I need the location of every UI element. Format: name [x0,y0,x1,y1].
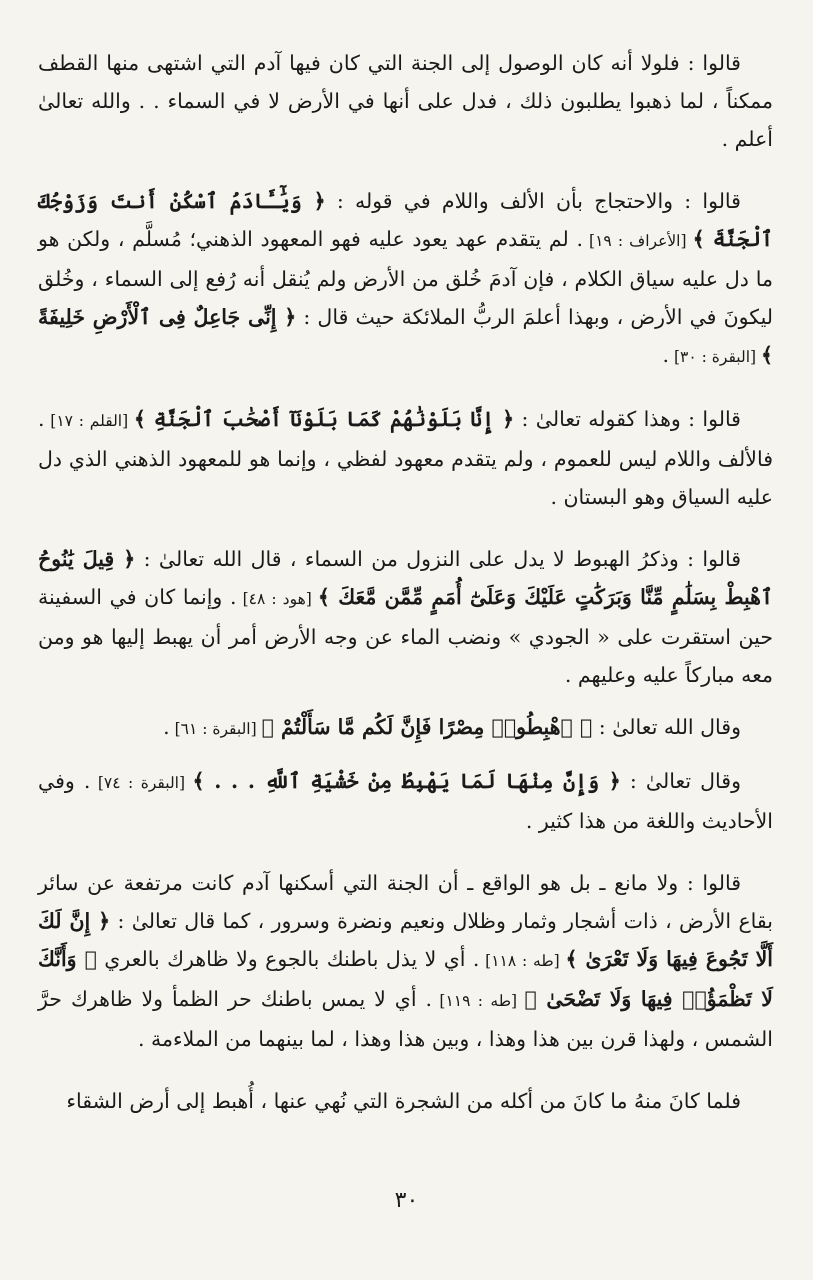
quran-verse: ﴿ قِيلَ يَٰنُوحُ ٱهْبِطْ بِسَلَٰمٍ مِّنَّا وَبَرَكَٰتٍ عَلَيْكَ وَعَلَىٰٓ أُمَمٍ مِّمَّن مَّعَكَ ﴾ [38,547,773,609]
verse-reference: [البقرة : ٣٠] [669,348,761,366]
paragraph-text: وقال تعالىٰ : [620,769,741,793]
paragraph-text: . فالألف واللام ليس للعموم ، ولم يتقدم معهود لفظي ، وإنما هو للمعهود الذهني الذي دل عليه السياق وهو البستان . [38,407,773,509]
paragraph-5 [38,708,773,748]
verse-reference: [هود : ٤٨] [236,590,318,608]
paragraph-7 [38,864,773,1058]
paragraph-3 [38,400,773,516]
paragraph-1 [38,44,773,158]
paragraph-4 [38,540,773,694]
quran-verse: ﴿ وَيَٰٓـَٔادَمُ ٱسْكُنْ أَنتَ وَزَوْجُكَ ٱلْجَنَّةَ ﴾ [38,189,773,251]
paragraph-text: . [163,715,170,739]
paragraph-text: . أي لا يمس باطنك حر الظمأ ولا ظاهرك حرَّ الشمس ، ولهذا قرن بين هذا وهذا ، وبين هذا وهذا ، لما بينهما من الملاءمة . [38,987,773,1051]
paragraph-text: قالوا : فلولا أنه كان الوصول إلى الجنة التي كان فيها آدم التي اشتهى منها القطف ممكناً ، لما ذهبوا يطلبون ذلك ، فدل على أنها في الأرض لا في السماء . . والله تعالىٰ أعلم . [38,51,773,151]
paragraph-2 [38,182,773,376]
verse-reference: [طه : ١١٨] [479,952,566,970]
quran-verse: ﴿ إِنَّا بَلَوْنَٰهُمْ كَمَا بَلَوْنَآ أَصْحَٰبَ ٱلْجَنَّةِ ﴾ [133,407,515,431]
paragraph-text: قالوا : والاحتجاج بأن الألف واللام في قوله : [325,189,741,213]
paragraph-text: . وإنما كان في السفينة حين استقرت على « الجودي » ونضب الماء عن وجه الأرض أمر أن يهبط إليها هو ومن معه مباركاً عليه وعليهم . [38,585,773,687]
paragraph-8 [38,1082,773,1120]
quran-verse: ﴿ إِنِّى جَاعِلٌ فِى ٱلْأَرْضِ خَلِيفَةً ﴾ [38,305,773,367]
paragraph-text: . لم يتقدم عهد يعود عليه فهو المعهود الذهني؛ مُسلَّم ، ولكن هو ما دل عليه سياق الكلام ، فإن آدمَ خُلق من الأرض ولم يُنقل أنه رُفع إلى السماء ، وخُلق ليكونَ في الأرض ، وبهذا أعلمَ الربُّ الملائكة حيث قال : [38,227,774,329]
verse-reference: [الأعراف : ١٩] [582,232,693,250]
paragraph-text: . وفي الأحاديث واللغة من هذا كثير . [38,769,773,833]
verse-reference: [القلم : ١٧] [44,412,134,430]
paragraph-6 [38,762,773,840]
verse-reference: [البقرة : ٦١] [169,720,262,738]
quran-verse: ﴿ وَأَنَّكَ لَا تَظْمَؤُا۟ فِيهَا وَلَا تَضْحَىٰ ﴾ [38,947,773,1011]
paragraph-text: وقال الله تعالىٰ : [592,715,741,739]
verse-reference: [طه : ١١٩] [432,992,525,1010]
quran-verse: ﴿ إِنَّ لَكَ أَلَّا تَجُوعَ فِيهَا وَلَا تَعْرَىٰ ﴾ [38,909,773,971]
body-text [38,44,773,1120]
quran-verse: ﴿ وَإِنَّ مِنْهَا لَمَا يَهْبِطُ مِنْ خَشْيَةِ ٱللَّهِ . . . ﴾ [192,769,621,793]
paragraph-text: فلما كانَ منهُ ما كانَ من أكله من الشجرة التي نُهي عنها ، أُهبط إلى أرض الشقاء [66,1089,741,1113]
quran-verse: ﴿ ٱهْبِطُوا۟ مِصْرًا فَإِنَّ لَكُم مَّا سَأَلْتُمْ ﴾ [261,715,593,739]
page-number: ٣٠ [394,1188,419,1213]
paragraph-text: قالوا : وذكرُ الهبوط لا يدل على النزول من السماء ، قال الله تعالىٰ : [135,547,741,571]
paragraph-text: قالوا : وهذا كقوله تعالىٰ : [514,407,741,431]
verse-reference: [البقرة : ٧٤] [90,774,193,792]
paragraph-text: . أي لا يذل باطنك بالجوع ولا ظاهرك بالعري [96,947,480,971]
paragraph-text: . [662,343,670,367]
paragraph-text: قالوا : ولا مانع ـ بل هو الواقع ـ أن الجنة التي أسكنها آدم كانت مرتفعة عن سائر بقاع الأرض ، ذات أشجار وثمار وظلال ونعيم ونضرة وسرور ، كما قال تعالىٰ : [38,871,773,933]
